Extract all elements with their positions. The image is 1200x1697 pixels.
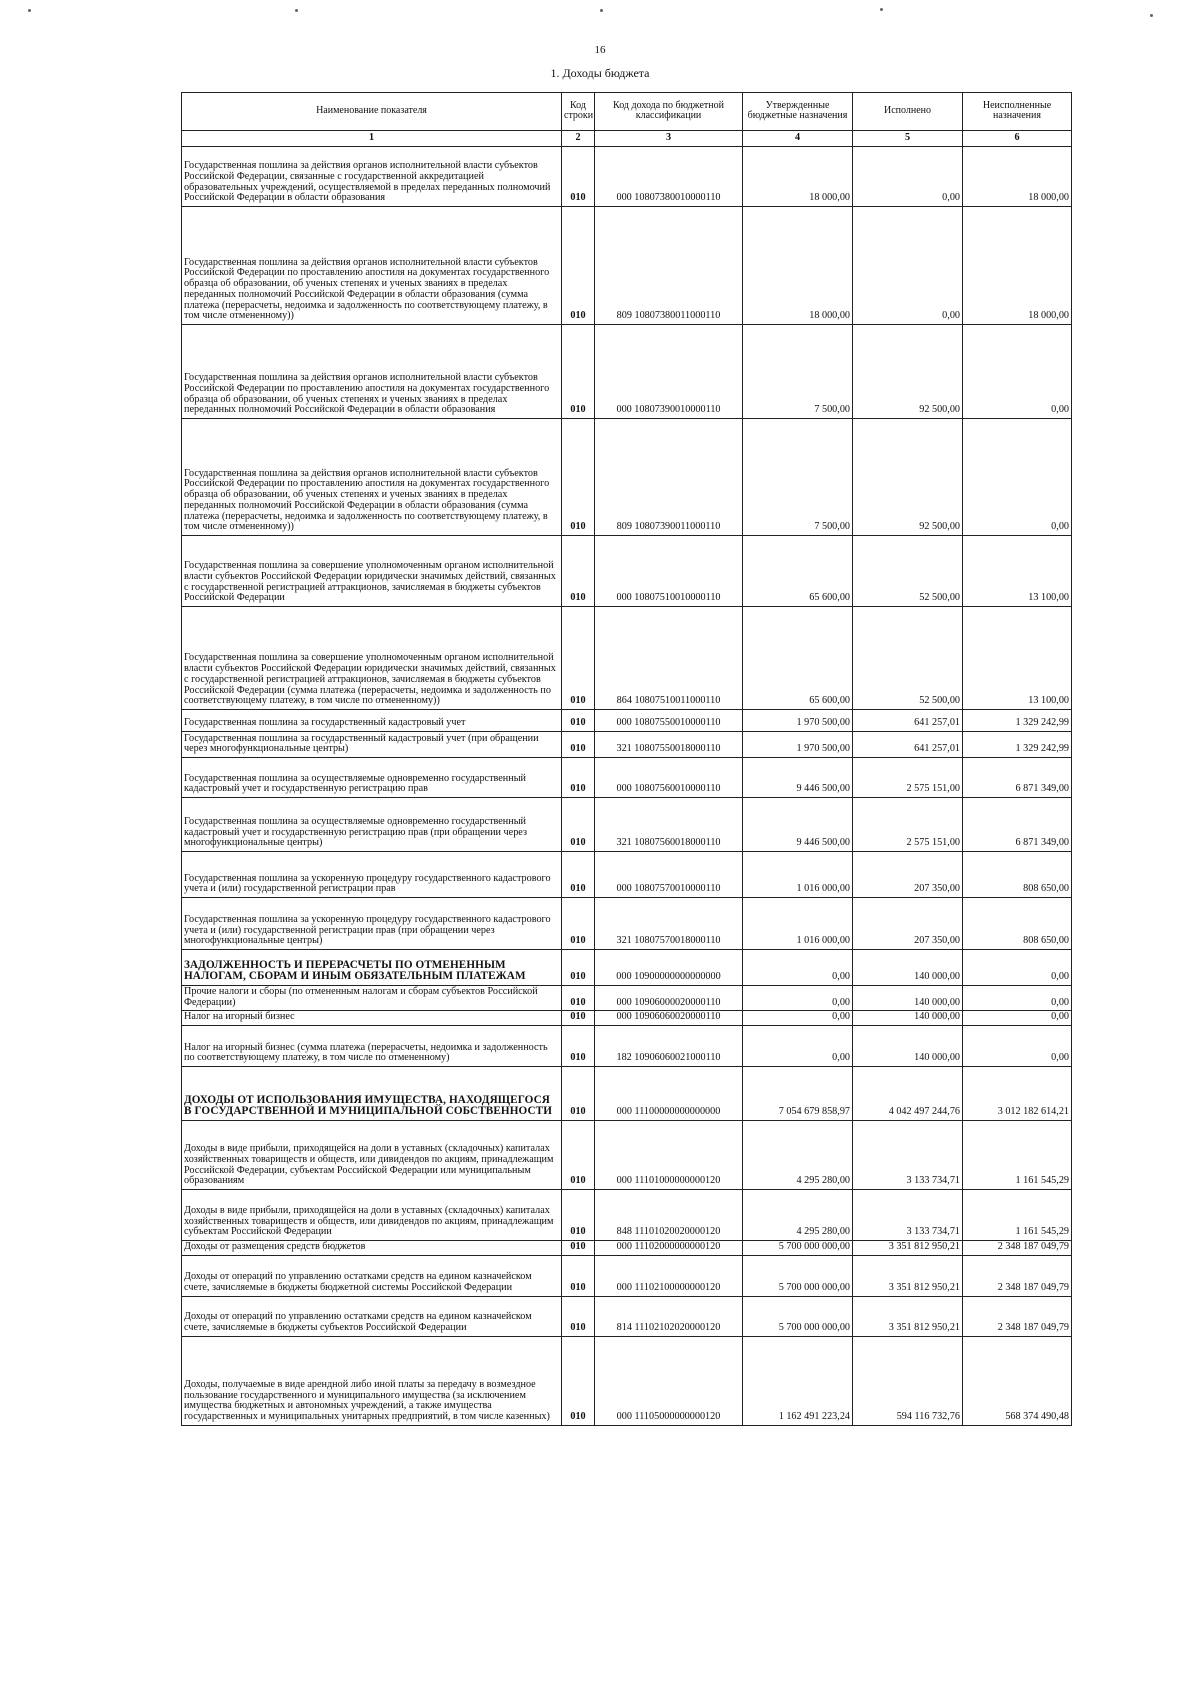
row-line-code-cell: 010	[562, 1121, 595, 1190]
row-income-code-cell: 848 11101020020000120	[595, 1190, 743, 1241]
row-unexecuted-cell: 1 329 242,99	[963, 710, 1072, 732]
row-unexecuted-cell: 808 650,00	[963, 898, 1072, 950]
row-income-code-cell: 000 11105000000000120	[595, 1336, 743, 1425]
row-approved-cell: 65 600,00	[743, 607, 853, 710]
row-income-code-cell: 000 10807380010000110	[595, 147, 743, 207]
row-approved-cell: 7 500,00	[743, 419, 853, 536]
income-table	[181, 92, 1072, 1426]
row-line-code-cell: 010	[562, 419, 595, 536]
table-row	[182, 852, 1072, 898]
row-name-cell: Государственная пошлина за действия органов исполнительной власти субъектов Российской Федерации по проставлению апостиля на документах государственного образца об образовании, об ученых степенях и ученых званиях в пределах переданных полномочий Российской Федерации в области образования (сумма платежа (перерасчеты, недоимка и задолженность по соответствующему платежу, в том числе отмененному))	[182, 419, 562, 536]
table-row	[182, 732, 1072, 758]
row-line-code-cell: 010	[562, 732, 595, 758]
row-approved-cell: 18 000,00	[743, 207, 853, 325]
row-line-code-cell: 010	[562, 1011, 595, 1026]
row-unexecuted-cell: 6 871 349,00	[963, 758, 1072, 798]
row-income-code-cell: 000 10807560010000110	[595, 758, 743, 798]
row-line-code-cell: 010	[562, 950, 595, 986]
col-header-name: Наименование показателя	[182, 93, 562, 131]
row-executed-cell: 140 000,00	[853, 986, 963, 1011]
row-approved-cell: 1 970 500,00	[743, 732, 853, 758]
table-row	[182, 950, 1072, 986]
row-line-code-cell: 010	[562, 1296, 595, 1336]
row-name-cell: Налог на игорный бизнес (сумма платежа (перерасчеты, недоимка и задолженность по соответствующему платежу, в том числе по отмененному)	[182, 1026, 562, 1067]
row-name-cell: Доходы в виде прибыли, приходящейся на доли в уставных (складочных) капиталах хозяйственных товариществ и обществ, или дивидендов по акциям, принадлежащим Российской Федерации, субъектам Российской Федерации или муниципальным образованиям	[182, 1121, 562, 1190]
row-approved-cell: 4 295 280,00	[743, 1190, 853, 1241]
row-name-cell: Налог на игорный бизнес	[182, 1011, 562, 1026]
table-row	[182, 1336, 1072, 1425]
row-unexecuted-cell: 18 000,00	[963, 207, 1072, 325]
row-unexecuted-cell: 0,00	[963, 1026, 1072, 1067]
row-name-cell: Доходы от операций по управлению остатками средств на едином казначейском счете, зачисляемые в бюджеты бюджетной системы Российской Федерации	[182, 1255, 562, 1296]
row-unexecuted-cell: 2 348 187 049,79	[963, 1255, 1072, 1296]
table-row	[182, 758, 1072, 798]
row-executed-cell: 3 351 812 950,21	[853, 1255, 963, 1296]
table-row	[182, 1255, 1072, 1296]
table-row	[182, 898, 1072, 950]
row-approved-cell: 9 446 500,00	[743, 758, 853, 798]
table-row	[182, 798, 1072, 852]
row-approved-cell: 0,00	[743, 986, 853, 1011]
row-unexecuted-cell: 0,00	[963, 986, 1072, 1011]
row-line-code-cell: 010	[562, 852, 595, 898]
row-executed-cell: 207 350,00	[853, 852, 963, 898]
row-unexecuted-cell: 1 161 545,29	[963, 1121, 1072, 1190]
row-unexecuted-cell: 1 161 545,29	[963, 1190, 1072, 1241]
row-approved-cell: 0,00	[743, 1011, 853, 1026]
table-row	[182, 147, 1072, 207]
row-executed-cell: 140 000,00	[853, 1026, 963, 1067]
row-name-cell: Прочие налоги и сборы (по отмененным налогам и сборам субъектов Российской Федерации)	[182, 986, 562, 1011]
row-approved-cell: 9 446 500,00	[743, 798, 853, 852]
row-executed-cell: 2 575 151,00	[853, 758, 963, 798]
row-name-cell: ЗАДОЛЖЕННОСТЬ И ПЕРЕРАСЧЕТЫ ПО ОТМЕНЕННЫМ НАЛОГАМ, СБОРАМ И ИНЫМ ОБЯЗАТЕЛЬНЫМ ПЛАТЕЖАМ	[182, 950, 562, 986]
table-row	[182, 986, 1072, 1011]
row-executed-cell: 140 000,00	[853, 950, 963, 986]
row-approved-cell: 0,00	[743, 950, 853, 986]
table-row	[182, 1067, 1072, 1121]
table-body	[182, 147, 1072, 1426]
row-unexecuted-cell: 2 348 187 049,79	[963, 1296, 1072, 1336]
table-row	[182, 207, 1072, 325]
row-name-cell: ДОХОДЫ ОТ ИСПОЛЬЗОВАНИЯ ИМУЩЕСТВА, НАХОДЯЩЕГОСЯ В ГОСУДАРСТВЕННОЙ И МУНИЦИПАЛЬНОЙ СОБСТВЕННОСТИ	[182, 1067, 562, 1121]
row-line-code-cell: 010	[562, 1067, 595, 1121]
row-name-cell: Государственная пошлина за совершение уполномоченным органом исполнительной власти субъектов Российской Федерации юридически значимых действий, связанных с государственной регистрацией аттракционов, зачисляемая в бюджеты субъектов Российской Федерации (сумма платежа (перерасчеты, недоимка и задолженность по соответствующему платежу, в том числе по отмененному))	[182, 607, 562, 710]
row-name-cell: Государственная пошлина за осуществляемые одновременно государственный кадастровый учет и государственную регистрацию прав	[182, 758, 562, 798]
row-line-code-cell: 010	[562, 1026, 595, 1067]
row-executed-cell: 3 133 734,71	[853, 1190, 963, 1241]
row-income-code-cell: 000 11102000000000120	[595, 1241, 743, 1256]
row-approved-cell: 5 700 000 000,00	[743, 1241, 853, 1256]
row-income-code-cell: 000 11101000000000120	[595, 1121, 743, 1190]
scan-artifact	[28, 9, 31, 12]
row-income-code-cell: 000 10906060020000110	[595, 1011, 743, 1026]
row-unexecuted-cell: 808 650,00	[963, 852, 1072, 898]
col-number: 5	[853, 131, 963, 147]
row-income-code-cell: 000 10807390010000110	[595, 325, 743, 419]
row-approved-cell: 0,00	[743, 1026, 853, 1067]
table-row	[182, 1190, 1072, 1241]
row-line-code-cell: 010	[562, 147, 595, 207]
row-approved-cell: 5 700 000 000,00	[743, 1296, 853, 1336]
col-number: 1	[182, 131, 562, 147]
row-approved-cell: 4 295 280,00	[743, 1121, 853, 1190]
row-income-code-cell: 321 10807550018000110	[595, 732, 743, 758]
row-income-code-cell: 864 10807510011000110	[595, 607, 743, 710]
row-unexecuted-cell: 0,00	[963, 419, 1072, 536]
table-row	[182, 1121, 1072, 1190]
row-line-code-cell: 010	[562, 1336, 595, 1425]
row-income-code-cell: 000 11100000000000000	[595, 1067, 743, 1121]
table-row	[182, 607, 1072, 710]
row-name-cell: Государственная пошлина за ускоренную процедуру государственного кадастрового учета и (или) государственной регистрации прав (при обращении через многофункциональные центры)	[182, 898, 562, 950]
col-number: 6	[963, 131, 1072, 147]
scan-artifact	[295, 9, 298, 12]
row-line-code-cell: 010	[562, 207, 595, 325]
row-income-code-cell: 000 10807550010000110	[595, 710, 743, 732]
row-name-cell: Доходы от операций по управлению остатками средств на едином казначейском счете, зачисляемые в бюджеты субъектов Российской Федерации	[182, 1296, 562, 1336]
row-unexecuted-cell: 0,00	[963, 950, 1072, 986]
row-approved-cell: 7 054 679 858,97	[743, 1067, 853, 1121]
row-income-code-cell: 321 10807570018000110	[595, 898, 743, 950]
row-line-code-cell: 010	[562, 986, 595, 1011]
row-unexecuted-cell: 13 100,00	[963, 607, 1072, 710]
row-income-code-cell: 000 10906000020000110	[595, 986, 743, 1011]
row-name-cell: Государственная пошлина за осуществляемые одновременно государственный кадастровый учет и государственную регистрацию прав (при обращении через многофункциональные центры)	[182, 798, 562, 852]
row-line-code-cell: 010	[562, 798, 595, 852]
col-header-unexecuted: Неисполненные назначения	[963, 93, 1072, 131]
row-income-code-cell: 182 10906060021000110	[595, 1026, 743, 1067]
row-executed-cell: 2 575 151,00	[853, 798, 963, 852]
row-approved-cell: 7 500,00	[743, 325, 853, 419]
table-row	[182, 1296, 1072, 1336]
row-executed-cell: 3 351 812 950,21	[853, 1241, 963, 1256]
row-name-cell: Государственная пошлина за государственный кадастровый учет (при обращении через многофункциональные центры)	[182, 732, 562, 758]
row-line-code-cell: 010	[562, 710, 595, 732]
table-row	[182, 1241, 1072, 1256]
row-executed-cell: 140 000,00	[853, 1011, 963, 1026]
col-number: 3	[595, 131, 743, 147]
row-name-cell: Государственная пошлина за действия органов исполнительной власти субъектов Российской Федерации, связанные с государственной аккредитацией образовательных учреждений, осуществляемой в пределах переданных полномочий Российской Федерации в области образования	[182, 147, 562, 207]
row-executed-cell: 92 500,00	[853, 419, 963, 536]
table-row	[182, 1011, 1072, 1026]
row-executed-cell: 594 116 732,76	[853, 1336, 963, 1425]
row-line-code-cell: 010	[562, 1255, 595, 1296]
row-approved-cell: 65 600,00	[743, 536, 853, 607]
row-executed-cell: 0,00	[853, 207, 963, 325]
row-unexecuted-cell: 2 348 187 049,79	[963, 1241, 1072, 1256]
row-name-cell: Государственная пошлина за действия органов исполнительной власти субъектов Российской Федерации по проставлению апостиля на документах государственного образца об образовании, об ученых степенях и ученых званиях в пределах переданных полномочий Российской Федерации в области образования (сумма платежа (перерасчеты, недоимка и задолженность по соответствующему платежу, в том числе отмененному))	[182, 207, 562, 325]
row-income-code-cell: 809 10807390011000110	[595, 419, 743, 536]
scan-artifact	[880, 8, 883, 11]
row-executed-cell: 0,00	[853, 147, 963, 207]
scan-artifact	[600, 9, 603, 12]
row-unexecuted-cell: 6 871 349,00	[963, 798, 1072, 852]
col-number: 4	[743, 131, 853, 147]
row-name-cell: Государственная пошлина за ускоренную процедуру государственного кадастрового учета и (или) государственной регистрации прав	[182, 852, 562, 898]
row-unexecuted-cell: 0,00	[963, 325, 1072, 419]
row-executed-cell: 641 257,01	[853, 710, 963, 732]
row-income-code-cell: 000 11102100000000120	[595, 1255, 743, 1296]
page-number: 16	[594, 44, 606, 56]
col-header-income-code: Код дохода по бюджетной классификации	[595, 93, 743, 131]
row-income-code-cell: 321 10807560018000110	[595, 798, 743, 852]
row-name-cell: Доходы, получаемые в виде арендной либо иной платы за передачу в возмездное пользование государственного и муниципального имущества (за исключением имущества бюджетных и автономных учреждений, а также имущества государственных и муниципальных унитарных предприятий, в том числе казенных)	[182, 1336, 562, 1425]
col-number: 2	[562, 131, 595, 147]
row-approved-cell: 1 162 491 223,24	[743, 1336, 853, 1425]
table-row	[182, 536, 1072, 607]
row-executed-cell: 92 500,00	[853, 325, 963, 419]
row-income-code-cell: 000 10900000000000000	[595, 950, 743, 986]
col-header-line-code: Код строки	[562, 93, 595, 131]
table-row	[182, 419, 1072, 536]
row-income-code-cell: 809 10807380011000110	[595, 207, 743, 325]
row-executed-cell: 3 133 734,71	[853, 1121, 963, 1190]
row-approved-cell: 1 970 500,00	[743, 710, 853, 732]
row-unexecuted-cell: 18 000,00	[963, 147, 1072, 207]
row-income-code-cell: 000 10807510010000110	[595, 536, 743, 607]
row-unexecuted-cell: 1 329 242,99	[963, 732, 1072, 758]
column-number-row	[182, 131, 1072, 147]
row-line-code-cell: 010	[562, 1190, 595, 1241]
row-executed-cell: 3 351 812 950,21	[853, 1296, 963, 1336]
row-income-code-cell: 814 11102102020000120	[595, 1296, 743, 1336]
report-title: 1. Доходы бюджета	[550, 66, 650, 80]
table-row	[182, 325, 1072, 419]
scan-artifact	[1150, 14, 1153, 17]
row-approved-cell: 5 700 000 000,00	[743, 1255, 853, 1296]
row-executed-cell: 207 350,00	[853, 898, 963, 950]
row-line-code-cell: 010	[562, 898, 595, 950]
row-executed-cell: 641 257,01	[853, 732, 963, 758]
row-approved-cell: 1 016 000,00	[743, 852, 853, 898]
row-line-code-cell: 010	[562, 536, 595, 607]
row-name-cell: Доходы от размещения средств бюджетов	[182, 1241, 562, 1256]
row-unexecuted-cell: 3 012 182 614,21	[963, 1067, 1072, 1121]
col-header-executed: Исполнено	[853, 93, 963, 131]
row-line-code-cell: 010	[562, 325, 595, 419]
row-executed-cell: 4 042 497 244,76	[853, 1067, 963, 1121]
row-unexecuted-cell: 568 374 490,48	[963, 1336, 1072, 1425]
row-name-cell: Государственная пошлина за совершение уполномоченным органом исполнительной власти субъектов Российской Федерации юридически значимых действий, связанных с государственной регистрацией аттракционов, зачисляемая в бюджеты субъектов Российской Федерации	[182, 536, 562, 607]
row-name-cell: Государственная пошлина за действия органов исполнительной власти субъектов Российской Федерации по проставлению апостиля на документах государственного образца об образовании, об ученых степенях и ученых званиях в пределах переданных полномочий Российской Федерации в области образования	[182, 325, 562, 419]
row-line-code-cell: 010	[562, 758, 595, 798]
col-header-approved: Утвержденные бюджетные назначения	[743, 93, 853, 131]
table-row	[182, 710, 1072, 732]
row-name-cell: Государственная пошлина за государственный кадастровый учет	[182, 710, 562, 732]
table-row	[182, 1026, 1072, 1067]
row-unexecuted-cell: 13 100,00	[963, 536, 1072, 607]
row-name-cell: Доходы в виде прибыли, приходящейся на доли в уставных (складочных) капиталах хозяйственных товариществ и обществ, или дивидендов по акциям, принадлежащим субъектам Российской Федерации	[182, 1190, 562, 1241]
row-executed-cell: 52 500,00	[853, 536, 963, 607]
row-executed-cell: 52 500,00	[853, 607, 963, 710]
row-approved-cell: 18 000,00	[743, 147, 853, 207]
row-income-code-cell: 000 10807570010000110	[595, 852, 743, 898]
row-line-code-cell: 010	[562, 607, 595, 710]
header-row	[182, 93, 1072, 131]
row-unexecuted-cell: 0,00	[963, 1011, 1072, 1026]
row-approved-cell: 1 016 000,00	[743, 898, 853, 950]
row-line-code-cell: 010	[562, 1241, 595, 1256]
